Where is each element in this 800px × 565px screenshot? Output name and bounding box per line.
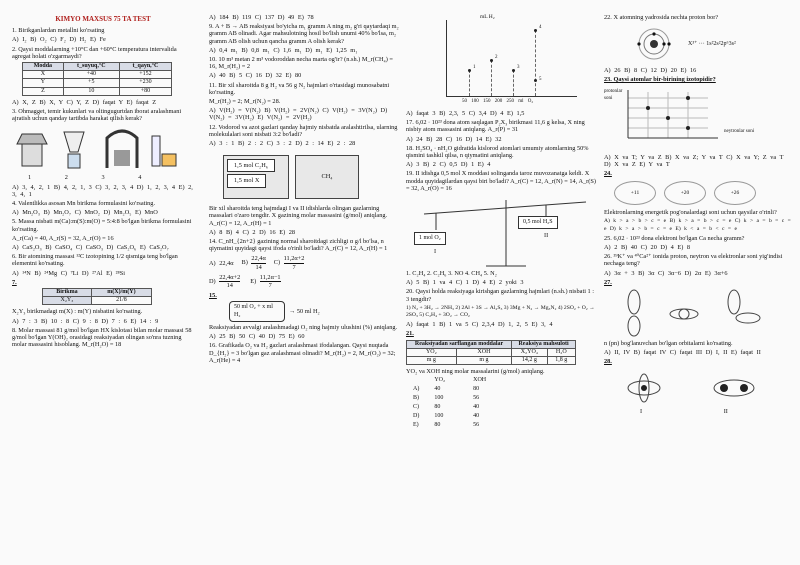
question-27-text: n (pn) bog'lanuvchan bo'lgan orbitalarni ko'rsating. xyxy=(604,340,733,348)
question-11: 11. Bir xil sharoitda 8 g H₂ va 56 g N₂ hajmlari o'rtasidagi munosabatni ko'rsating. xyxy=(209,81,390,96)
question-27: 27. xyxy=(604,278,612,286)
question-20-options: A) faqat 1 B) 1 va 5 C) 2,3,4 D) 1, 2, 5 E) 3, 4 xyxy=(406,321,553,329)
graph-axes xyxy=(446,20,577,97)
question-12: 12. Vodorod va azot gazlari qanday hajmiy nisbatda aralashtirilsa, ularning molekulalari soni nisbati 3:2 bo'ladi? xyxy=(209,123,398,138)
question-2-table xyxy=(22,62,172,96)
option-value: 40 xyxy=(473,413,480,420)
question-24: 24. xyxy=(604,170,612,178)
question-7: 7. xyxy=(12,278,17,286)
graph-y-label: mL H₂ xyxy=(480,14,495,20)
image-label: 4 xyxy=(138,174,142,182)
option-letter: A) xyxy=(413,385,420,392)
table-cell: X₂YO₄ xyxy=(512,348,547,356)
isotope-grid xyxy=(604,88,792,150)
question-17: 17. 6,02 · 10²³ dona atom saqlagan P₂X₃ birikmasi 11,6 g kelsa, X ning nisbiy atom massasini aniqlang. A_r(P) = 31 xyxy=(406,119,585,134)
option-col-header: XOH xyxy=(473,377,487,384)
fraction-denominator: 14 xyxy=(226,282,233,290)
question-19-options: A) 5 B) 1 va 4 C) 1 D) 4 E) 2 yoki 3 xyxy=(406,279,524,287)
table-cell: X₂Y₃ xyxy=(43,297,92,305)
question-22-options: A) 26 B) 8 C) 12 D) 20 E) 16 xyxy=(604,67,697,75)
x-axis-label: neytronlar soni xyxy=(724,128,755,134)
y-axis-label: protonlar soni xyxy=(604,88,623,101)
question-18: 18. H₂SO₄ · nH₂O gidratida kislorod atomlari umumiy atomlarning 50% qismini tashkil qilsa, n qiymatini aniqlang. xyxy=(406,144,589,160)
image-label: 1 xyxy=(28,174,32,182)
question-15: 15. xyxy=(209,292,217,300)
question-11-data: M_r(H₂) = 2; M_r(N₂) = 28. xyxy=(209,98,281,106)
question-3-image-labels xyxy=(12,174,194,181)
question-28-labels xyxy=(604,408,792,415)
graph-point xyxy=(468,69,471,72)
electron-shell-icon xyxy=(624,27,684,61)
table-cell: m g xyxy=(407,357,457,365)
question-5: 5. Massa nisbati m(Ca):m(S):m(O) = 5:4:8 bo'lgan birikma formulasini ko'rsating. xyxy=(12,218,192,233)
option-letter: B) xyxy=(413,394,419,401)
table-header: t_qayn,°C xyxy=(119,63,171,71)
column-3 xyxy=(406,14,598,562)
question-2-options: A) X, Z B) X, Y C) Y, Z D) faqat Y E) faqat Z xyxy=(12,98,157,106)
fraction-denominator: 7 xyxy=(292,263,296,271)
table-header: m(X)/m(Y) xyxy=(91,289,151,297)
question-27-options: A) II, IV B) faqat IV C) faqat III D) I, II E) faqat II xyxy=(604,349,761,357)
fraction-denominator: 7 xyxy=(268,282,272,290)
table-cell: +40 xyxy=(63,71,119,79)
question-7-options: A) 7 : 3 B) 10 : 8 C) 9 : 8 D) 7 : 6 E) 14 : 9 xyxy=(12,317,159,325)
option-value: 80 xyxy=(434,404,441,411)
table-header: Birikma xyxy=(43,289,92,297)
option-letter: D) xyxy=(413,413,420,420)
electron-configuration: X³⁺ ··· 1s²2s²2p⁶3s² xyxy=(688,40,736,47)
question-3-options: A) 3, 4, 2, 1 B) 4, 2, 1, 3 C) 3, 2, 3, 4 D) 1, 2, 3, 4 E) 2, 3, 4, 1 xyxy=(12,183,193,198)
table-cell: +80 xyxy=(119,87,171,95)
option-a: A) 22,4α xyxy=(209,259,234,267)
question-20: 20. Qaysi holda reaksiyaga kirishgan gazlarning hajmlari (n.sh.) nisbati 1 : 3 tengdir? xyxy=(406,288,594,303)
option-d: D) $\frac{22,4\alpha+2}{14}$ xyxy=(209,273,241,290)
image-label: 3 xyxy=(101,174,105,182)
isotope-grid-chart xyxy=(618,88,738,148)
question-14-options xyxy=(209,255,402,270)
question-7-table xyxy=(42,288,152,305)
question-3: 3. Ohmagget, temir kukunlari va oltingugurtdan iborat aralashmani ajratish uchun qanday tartibda harakat qilish kerak? xyxy=(12,108,182,123)
table-cell: X xyxy=(23,71,64,79)
table-cell: +5 xyxy=(63,79,119,87)
table-header: Reaksiya mahsuloti xyxy=(512,340,576,348)
orbital-label: I xyxy=(640,407,643,415)
question-19: 19. II idishga 0,5 mol X moddasi solinganda taroz muvozanatga keldi. X modda quyidagilardan qaysi biri bo'ladi? A_r(C) = 12, A_r(N) = 14, A_r(S) = 32, A_r(O) = 16 xyxy=(406,170,596,192)
question-21-table xyxy=(406,340,576,366)
question-16: 16. Grafikada O₂ va H₂ gazlari aralashmasi ifodalangan. Qaysi nuqtada D_{H₂} = 3 bo'lgan gaz aralashmasi olinadi? M_r(H₂) = 2, M_r(O₂) = 32; A_r(He) = 4 xyxy=(209,342,396,364)
option-c: C) $\frac{11,2\alpha+2}{7}$ xyxy=(273,255,305,271)
option-value: 100 xyxy=(434,413,444,420)
pan-I-marker: I xyxy=(434,248,437,256)
option-value: 80 xyxy=(473,385,480,392)
fraction-numerator: 22,4α xyxy=(251,255,266,263)
fraction-numerator: 22,4α+2 xyxy=(219,273,241,281)
graph-point xyxy=(490,59,493,62)
atom-model xyxy=(614,181,656,205)
question-13-options: A) 8 B) 4 C) 2 D) 16 E) 28 xyxy=(209,228,296,236)
question-21-text: YO₂ va XOH ning molar massalarini (g/mol) aniqlang. xyxy=(406,368,545,376)
question-20-reactions: 1) N₂ + 3H₂ → 2NH₃ 2) 2Al + 3S → Al₂S₃ 3) 3Mg + N₂ → Mg₃N₂ 4) 2SO₂ + O₂ → 2SO₃ 5) C₂H₄ + 3O₂ → CO₂ xyxy=(406,304,595,319)
question-10: 10. 10 m³ metan 2 m³ vodoroddan necha marta og'ir? (n.sh.) M_r(CH₄) = 16, M_r(H₂) = 2 xyxy=(209,56,393,71)
graph-point xyxy=(512,69,515,72)
option-value: 56 xyxy=(473,422,480,429)
question-19-choices: 1. C₂H₄ 2. C₂H₆ 3. NO 4. CH₄ 5. N₂ xyxy=(406,270,497,278)
question-8: 8. Molar massasi 81 g/mol bo'lgan HX kislotasi bilan molar massasi 58 g/mol bo'lgan Y(OH)₂ orasidagi reaksiyadan olingan so'nra tuzning molar massasini hisoblang. M_r(H₂O) = 18 xyxy=(12,326,192,349)
page-title: KIMYO MAXSUS 75 TA TEST xyxy=(55,15,151,23)
image-label: 2 xyxy=(64,174,68,182)
question-6-options: A) ¹⁴N B) ²⁴Mg C) ⁷Li D) ²⁷Al E) ²⁸Si xyxy=(12,269,125,277)
question-16-options: A) faqat 3 B) 2,3, 5 C) 3,4 D) 4 E) 1,5 xyxy=(406,110,525,117)
table-cell: YO₂ xyxy=(407,348,457,356)
question-4: 4. Valentlikka asosan Mn birikma formulasini ko'rsating. xyxy=(12,200,156,208)
option-e: E) $\frac{11,2\alpha-1}{7}$ xyxy=(250,273,281,290)
table-header: Reaksiyadan sarflangan moddalar xyxy=(407,340,512,348)
question-15-diagram xyxy=(229,301,402,321)
question-28: 28. xyxy=(604,358,612,366)
vessel-II xyxy=(295,155,359,199)
column-4 xyxy=(604,14,792,562)
question-13-vessels xyxy=(223,153,402,201)
question-23-options: A) X va T; Y va Z B) X va Z; Y va T C) X va Y; Z va T D) X va Z E) Y va T xyxy=(604,153,784,168)
pan-I-label: 1 mol O₂ xyxy=(414,232,446,245)
question-5-options: A) CaS₂O₃ B) CaSO₄ C) CaSO₃ D) CaS₂O₆ E) CaS₂O₇ xyxy=(12,244,169,252)
question-13: Bir xil sharoitda teng hajmdagi I va II idishlarda olingan gazlarning massalari o'zaro tengdir. X gazining molar massasini (g/mol) aniqlang. A_r(C) = 12, A_r(H) = 1 xyxy=(209,205,388,227)
table-cell: Y xyxy=(23,79,64,87)
table-cell: +230 xyxy=(119,79,171,87)
question-26: 26. ³⁹K⁺ va ⁴⁰Ca²⁺ ionida proton, neytron va elektronlar soni yig'indisi nechaga teng? xyxy=(604,253,783,268)
reaction-mixture-box: 50 ml O₂ + x ml H₂ xyxy=(229,301,285,321)
table-cell: XOH xyxy=(456,348,511,356)
question-4-options: A) Mn₂O₃ B) Mn₂O₇ C) MnO₂ D) Mn₂O₅ E) MnO xyxy=(12,209,158,217)
point-label: 2 xyxy=(495,55,498,60)
question-17-options: A) 24 B) 28 C) 16 D) 14 E) 32 xyxy=(406,135,502,143)
question-1: 1. Birikganlardan metallni ko'rsating xyxy=(12,27,105,35)
table-cell: 14,2 g xyxy=(512,357,547,365)
point-label: 4 xyxy=(539,25,542,30)
question-8-options: A) 184 B) 119 C) 137 D) 49 E) 78 xyxy=(209,14,314,21)
question-5-data: A_r(Ca) = 40, A_r(S) = 32, A_r(O) = 16 xyxy=(12,234,114,242)
table-cell: H₂O xyxy=(547,348,575,356)
option-value: 100 xyxy=(434,394,444,401)
vessel-label: 1,5 mol X xyxy=(227,174,266,187)
column-1 xyxy=(12,14,194,562)
point-label: 1 xyxy=(473,65,476,70)
question-9: 9. A + B → AB reaksiyasi bo'yicha m₁ gramm A ning m₂ g'ri qaytardaqi m₂ gramm AB olinadi. Agar mahsulotning hosil bo'lish unumi 40% bo'lsa, m₂ gramm AB olish uchun qancha gramm A olish kerak? xyxy=(209,23,399,45)
point-label: 5 xyxy=(539,77,542,82)
nucleus-charge: +26 xyxy=(730,190,740,197)
atom-model xyxy=(714,181,756,205)
orbital-diagrams-icon xyxy=(604,368,784,408)
table-header: t_suyuq,°C xyxy=(63,63,119,71)
question-24-text: Elektronlarning energetik pog'onalardagi soni uchun qaysilar o'rinli? xyxy=(604,209,777,217)
question-22: 22. X atomning yadrosida nechta proton bor? xyxy=(604,14,719,21)
question-14-options-2 xyxy=(209,274,402,289)
table-cell: 1,8 g xyxy=(547,357,575,365)
option-value: 56 xyxy=(473,394,480,401)
fraction-numerator: 11,2α+2 xyxy=(283,255,305,263)
question-9-options: A) 0,4 m₁ B) 0,8 m₁ C) 1,6 m₁ D) m₁ E) 1,25 m₁ xyxy=(209,46,358,54)
question-25-options: A) 2 B) 40 C) 20 D) 4 E) 8 xyxy=(604,244,691,252)
question-21-options xyxy=(412,377,500,430)
question-24-options: A) k > a > b > c = e B) k > a = b > c = e C) k > a = b = c = e D) k > a > b = c = e E) k < a = b < c = e xyxy=(604,218,791,232)
table-cell: 10 xyxy=(63,87,119,95)
question-26-options: A) 3α + 3 B) 3α C) 3α−6 D) 2α E) 3α+6 xyxy=(604,269,728,277)
table-cell: Z xyxy=(23,87,64,95)
graph-point xyxy=(534,29,537,32)
pan-II-label: 0,5 mol H₂S xyxy=(518,216,558,229)
question-6: 6. Bir atomining massasi ¹²C izotopining 1/2 qismiga teng bo'lgan elementni ko'rsating. xyxy=(12,253,178,268)
reaction-result: → 50 ml H₂ xyxy=(289,308,320,316)
vessel-label: CH₄ xyxy=(321,173,333,181)
question-16-graph xyxy=(436,14,598,110)
question-7-text: X₂Y₃ birikmadagi m(X) : m(Y) nisbatini ko'rsating. xyxy=(12,308,143,316)
graph-point xyxy=(534,79,537,82)
question-14: 14. C_nH_{2n+2} gazining normal sharoitdagi zichligi α g/l bo'lsa, n qiymatini quyidagi qaysi ifoda o'rinli bo'ladi? A_r(C) = 12, A_r(H) = 1 xyxy=(209,238,388,253)
pan-II-marker: II xyxy=(544,232,549,240)
question-22-diagram xyxy=(624,27,792,61)
orbital-label: II xyxy=(723,407,728,415)
option-value: 40 xyxy=(434,385,441,392)
nucleus-charge: +11 xyxy=(630,190,640,197)
fraction-denominator: 14 xyxy=(255,263,262,271)
question-1-options: A) I₂ B) O₂ C) F₂ D) H₂ E) Fe xyxy=(12,36,106,44)
option-letter: C) xyxy=(413,404,419,411)
option-b: B) $\frac{22,4\alpha}{14}$ xyxy=(241,255,266,271)
option-value: 40 xyxy=(473,404,480,411)
question-10-options: A) 40 B) 5 C) 16 D) 32 E) 80 xyxy=(209,72,302,80)
question-25: 25. 6,02 · 10²³ dona elektroni bo'lgan Ca necha gramm? xyxy=(604,234,745,242)
point-label: 3 xyxy=(517,65,520,70)
option-col-header: YO₂ xyxy=(434,377,446,384)
question-2: 2. Qaysi moddalarning +10°C dan +60°C temperatura intervalida agregat holati o'zgarmaydi? xyxy=(12,45,177,60)
question-21: 21. xyxy=(406,330,414,338)
fraction-numerator: 11,2α−1 xyxy=(259,273,281,281)
question-12-options: A) 3 : 1 B) 2 : 2 C) 3 : 2 D) 2 : 14 E) 2 : 28 xyxy=(209,140,356,148)
table-header: Modda xyxy=(23,63,64,71)
atom-models xyxy=(614,181,792,205)
question-15-text: Reaksiyadan avvalgi aralashmadagi O₂ ning hajmiy ulushini (%) aniqlang. xyxy=(209,323,398,331)
nucleus-charge: +20 xyxy=(680,190,690,197)
table-cell: 21/8 xyxy=(91,297,151,305)
table-cell: m g xyxy=(456,357,511,365)
lab-apparatus-illustrations xyxy=(12,124,194,172)
table-cell: +152 xyxy=(119,71,171,79)
graph-x-ticks: 50 100 150 200 250 ml O₂ xyxy=(462,99,534,104)
orbital-overlap-icons xyxy=(604,288,784,338)
lab-equipment-icon xyxy=(12,124,182,172)
atom-model xyxy=(664,181,706,205)
vessel-label: 1,5 mol C₂H₆ xyxy=(227,159,275,172)
vessel-I xyxy=(223,155,289,199)
question-18-options: A) 3 B) 2 C) 0,5 D) 1 E) 4 xyxy=(406,161,491,169)
question-23: 23. Qaysi atomlar bir-birining izotopidir? xyxy=(604,76,716,84)
option-letter: E) xyxy=(413,422,419,429)
question-11-options: A) V(H₂) = V(N₂) B) V(H₂) = 2V(N₂) C) V(H₂) = 3V(N₂) D) V(N₂) = 3V(H₂) E) V(N₂) = 2V(H₂) xyxy=(209,107,388,122)
option-value: 80 xyxy=(434,422,441,429)
balance-scale xyxy=(406,194,598,270)
question-15-options: A) 25 B) 50 C) 40 D) 75 E) 60 xyxy=(209,333,305,341)
column-2 xyxy=(209,14,402,562)
